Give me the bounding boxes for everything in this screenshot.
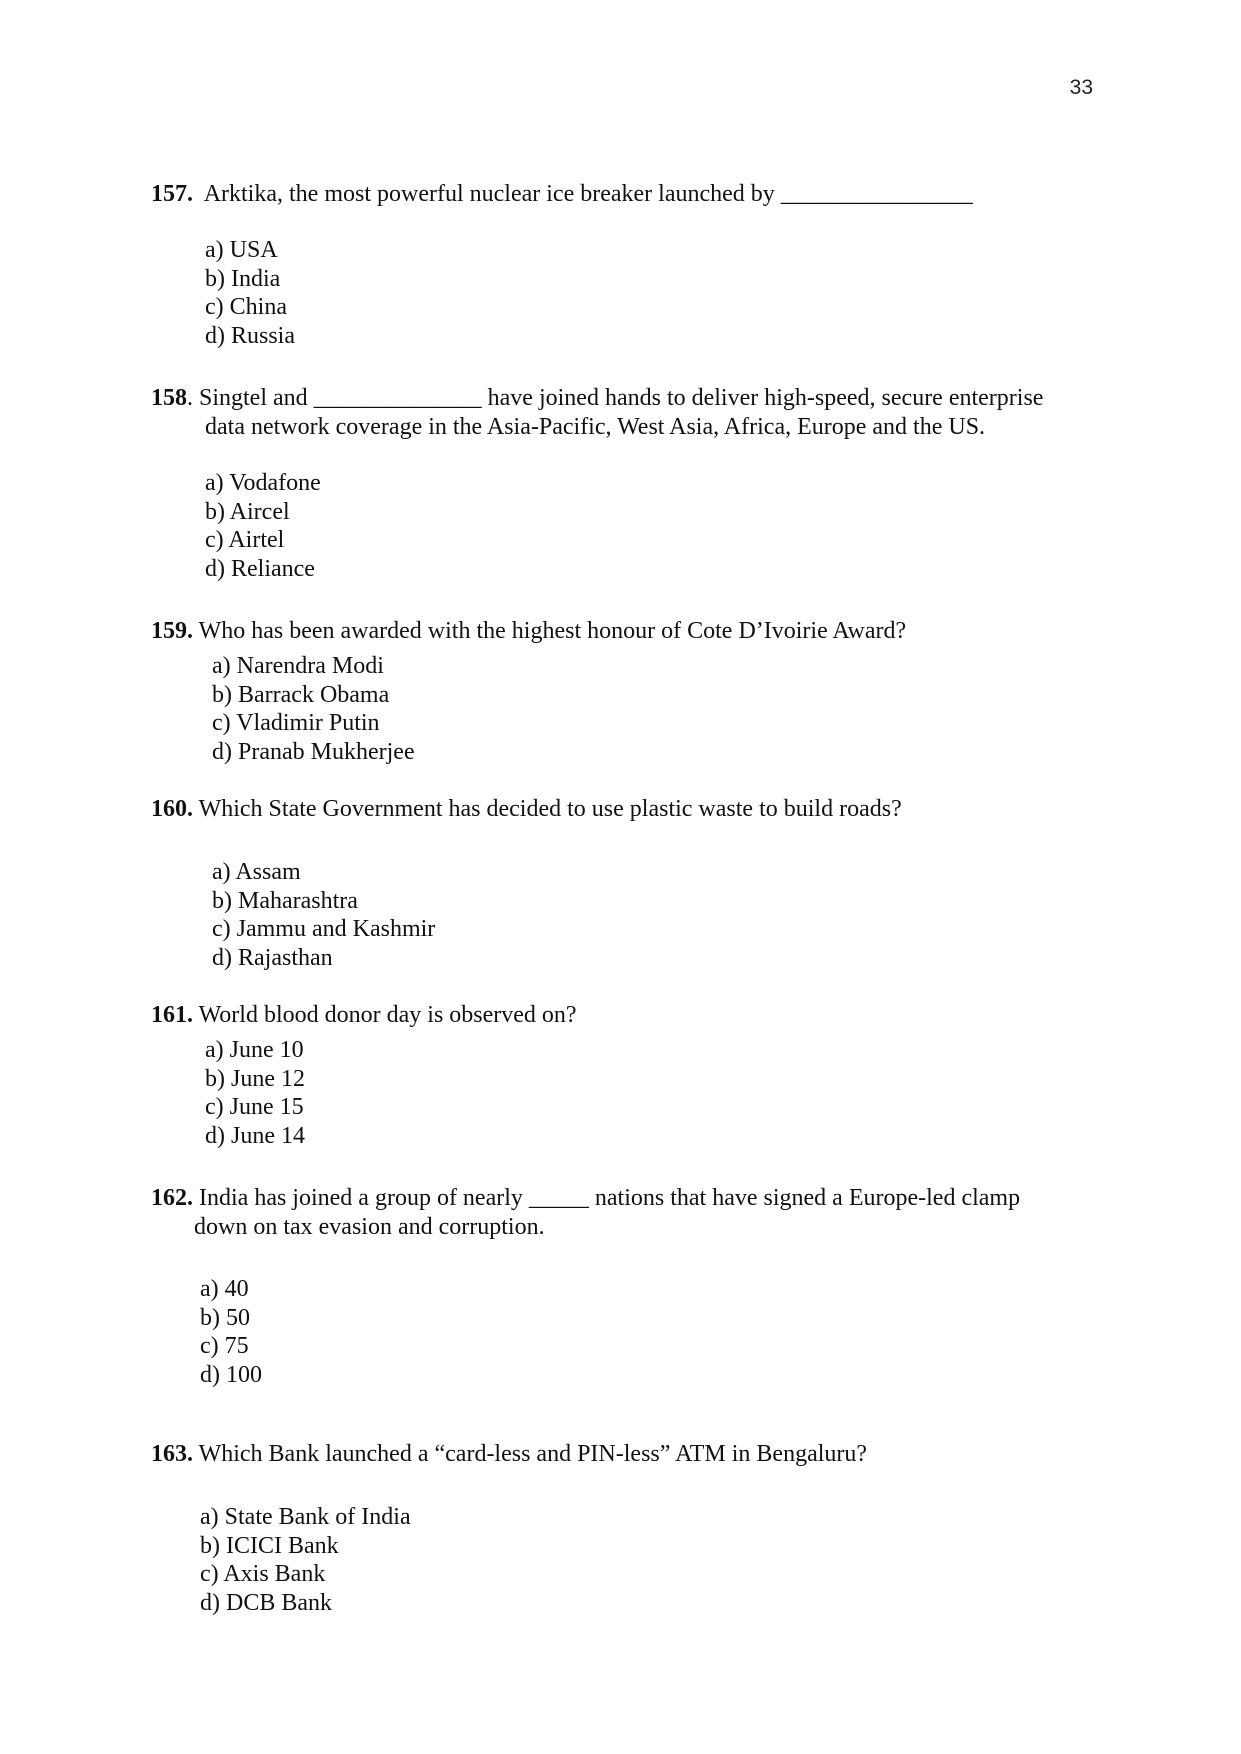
options-list (205, 469, 1111, 583)
options-list (212, 652, 1111, 766)
question-continuation: data network coverage in the Asia-Pacific, West Asia, Africa, Europe and the US. (205, 414, 986, 440)
question-stem: Which Bank launched a “card-less and PIN-less” ATM in Bengaluru? (198, 1441, 868, 1467)
option-d: d) Russia (205, 322, 295, 349)
option-d: d) Pranab Mukherjee (212, 738, 415, 765)
option-a: a) 40 (200, 1276, 249, 1302)
question-stem: World blood donor day is observed on? (198, 1002, 577, 1028)
option-a: a) June 10 (205, 1037, 304, 1063)
question-text (151, 1001, 1111, 1030)
question-text (151, 617, 1111, 646)
question-stem: Arktika, the most powerful nuclear ice breaker launched by ________________ (203, 181, 973, 207)
question-number: 158 (151, 385, 187, 411)
question-number-separator: . (187, 385, 199, 411)
question-stem: Who has been awarded with the highest honour of Cote D’Ivoirie Award? (198, 618, 907, 644)
option-a: a) USA (205, 237, 278, 263)
question-158 (151, 384, 1111, 583)
question-157 (151, 180, 1111, 350)
question-stem: India has joined a group of nearly _____ nations that have signed a Europe-led clamp (199, 1185, 1021, 1211)
question-number: 160. (151, 796, 193, 822)
option-a: a) Narendra Modi (212, 653, 384, 679)
question-160 (151, 795, 1111, 972)
option-d: d) Rajasthan (212, 944, 333, 971)
question-number: 157. (151, 181, 193, 207)
question-continuation: down on tax evasion and corruption. (194, 1214, 545, 1240)
option-d: d) Reliance (205, 555, 315, 582)
question-text (151, 1440, 1111, 1469)
option-c: c) Axis Bank (200, 1561, 326, 1587)
option-b: b) 50 (200, 1304, 250, 1331)
option-c: c) Vladimir Putin (212, 710, 380, 736)
option-b: b) Barrack Obama (212, 681, 390, 708)
options-list (200, 1275, 1111, 1389)
options-list (212, 858, 1111, 972)
question-text (151, 384, 1111, 442)
question-number: 159. (151, 618, 193, 644)
option-b: b) India (205, 265, 281, 292)
options-list (205, 236, 1111, 350)
question-159 (151, 617, 1111, 766)
option-d: d) DCB Bank (200, 1589, 332, 1616)
option-b: b) ICICI Bank (200, 1532, 339, 1559)
question-163 (151, 1440, 1111, 1617)
page-number: 33 (1069, 76, 1093, 99)
option-c: c) June 15 (205, 1094, 304, 1120)
question-number: 161. (151, 1002, 193, 1028)
question-number: 162. (151, 1185, 193, 1211)
question-text (151, 180, 1111, 209)
question-number-separator (193, 181, 204, 207)
option-c: c) China (205, 294, 287, 320)
question-162 (151, 1184, 1111, 1389)
option-b: b) Aircel (205, 498, 290, 525)
options-list (205, 1036, 1111, 1150)
question-stem: Which State Government has decided to use plastic waste to build roads? (198, 796, 902, 822)
question-text (151, 795, 1111, 824)
option-d: d) 100 (200, 1361, 262, 1388)
option-c: c) 75 (200, 1333, 249, 1359)
question-number: 163. (151, 1441, 193, 1467)
option-d: d) June 14 (205, 1122, 305, 1149)
question-stem: Singtel and ______________ have joined hands to deliver high-speed, secure enterprise (199, 385, 1044, 411)
option-a: a) State Bank of India (200, 1504, 411, 1530)
question-161 (151, 1001, 1111, 1150)
option-b: b) Maharashtra (212, 887, 358, 914)
option-a: a) Vodafone (205, 470, 321, 496)
option-c: c) Jammu and Kashmir (212, 916, 436, 942)
option-b: b) June 12 (205, 1065, 305, 1092)
option-c: c) Airtel (205, 527, 285, 553)
options-list (200, 1503, 1111, 1617)
option-a: a) Assam (212, 859, 301, 885)
question-text (151, 1184, 1111, 1242)
